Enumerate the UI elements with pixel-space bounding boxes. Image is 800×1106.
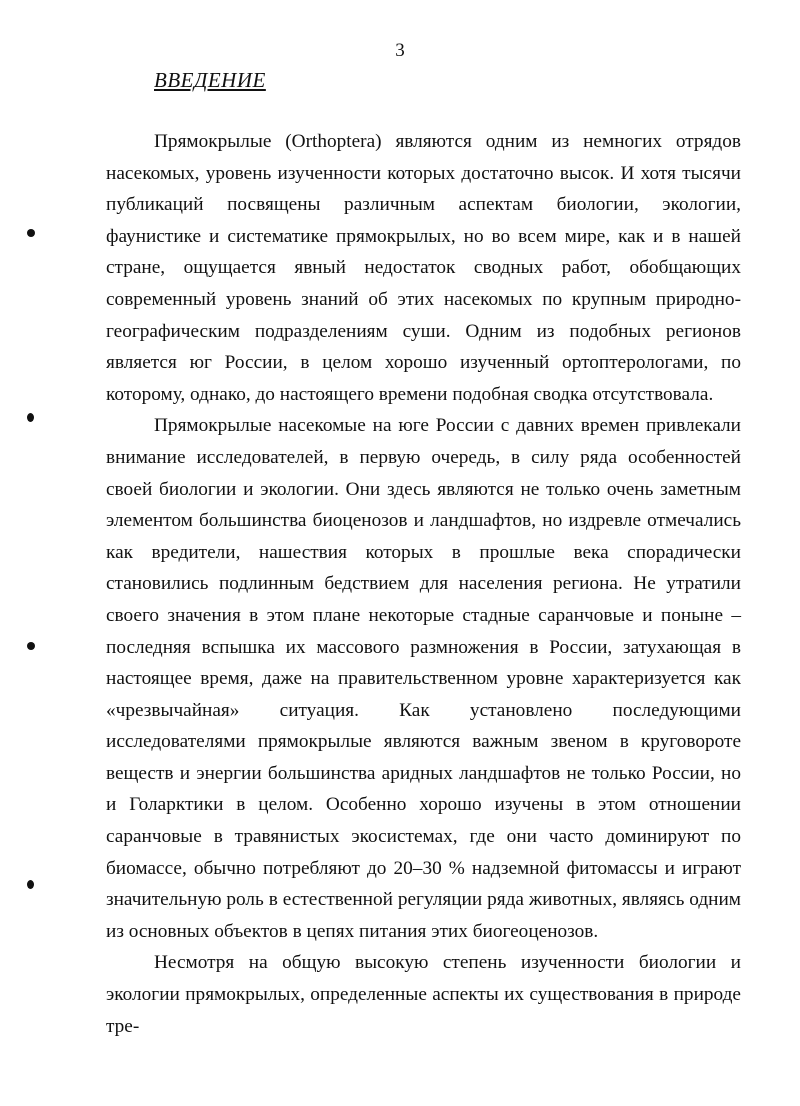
binding-hole-mark <box>27 413 34 422</box>
binding-hole-mark <box>27 229 35 237</box>
binding-hole-mark <box>27 880 34 889</box>
page-number: 3 <box>395 40 405 61</box>
paragraph-2: Прямокрылые насекомые на юге России с давних времен привлекали внимание исследователей, в первую очередь, в силу ряда особенностей своей биологии и экологии. Они здесь являются не только очень заметным элементом большинства биоценозов и ландшафтов, но издревле отмечались как вредители, нашествия которых в прошлые века спорадически становились подлинным бедствием для населения региона. Не утратили своего значения в этом плане некоторые стадные саранчовые и поныне – последняя вспышка их массового размножения в России, затухающая в настоящее время, даже на правительственном уровне характеризуется как «чрезвычайная» ситуация. Как установлено последующими исследователями прямокрылые являются важным звеном в круговороте веществ и энергии большинства аридных ландшафтов не только России, но и Голарктики в целом. Особенно хорошо изучены в этом отношении саранчовые в травянистых экосистемах, где они часто доминируют по биомассе, обычно потребляют до 20–30 % надземной фитомассы и играют значительную роль в естественной регуляции ряда животных, являясь одним из основных объектов в цепях питания этих биогеоценозов. <box>106 415 741 942</box>
body-text <box>106 126 741 1042</box>
paragraph-1: Прямокрылые (Orthoptera) являются одним из немногих отрядов насекомых, уровень изученности которых достаточно высок. И хотя тысячи публикаций посвящены различным аспектам биологии, экологии, фаунистике и систематике прямокрылых, но во всем мире, как и в нашей стране, ощущается явный недостаток сводных работ, обобщающих современный уровень знаний об этих насекомых по крупным природно-географическим подразделениям суши. Одним из подобных регионов является юг России, в целом хорошо изученный ортоптерологами, по которому, однако, до настоящего времени подобная сводка отсутствовала. <box>106 131 741 405</box>
binding-hole-mark <box>27 642 35 650</box>
page-heading: ВВЕДЕНИЕ <box>154 68 266 92</box>
paragraph-3: Несмотря на общую высокую степень изученности биологии и экологии прямокрылых, определенные аспекты их существования в природе тре- <box>106 952 741 1037</box>
